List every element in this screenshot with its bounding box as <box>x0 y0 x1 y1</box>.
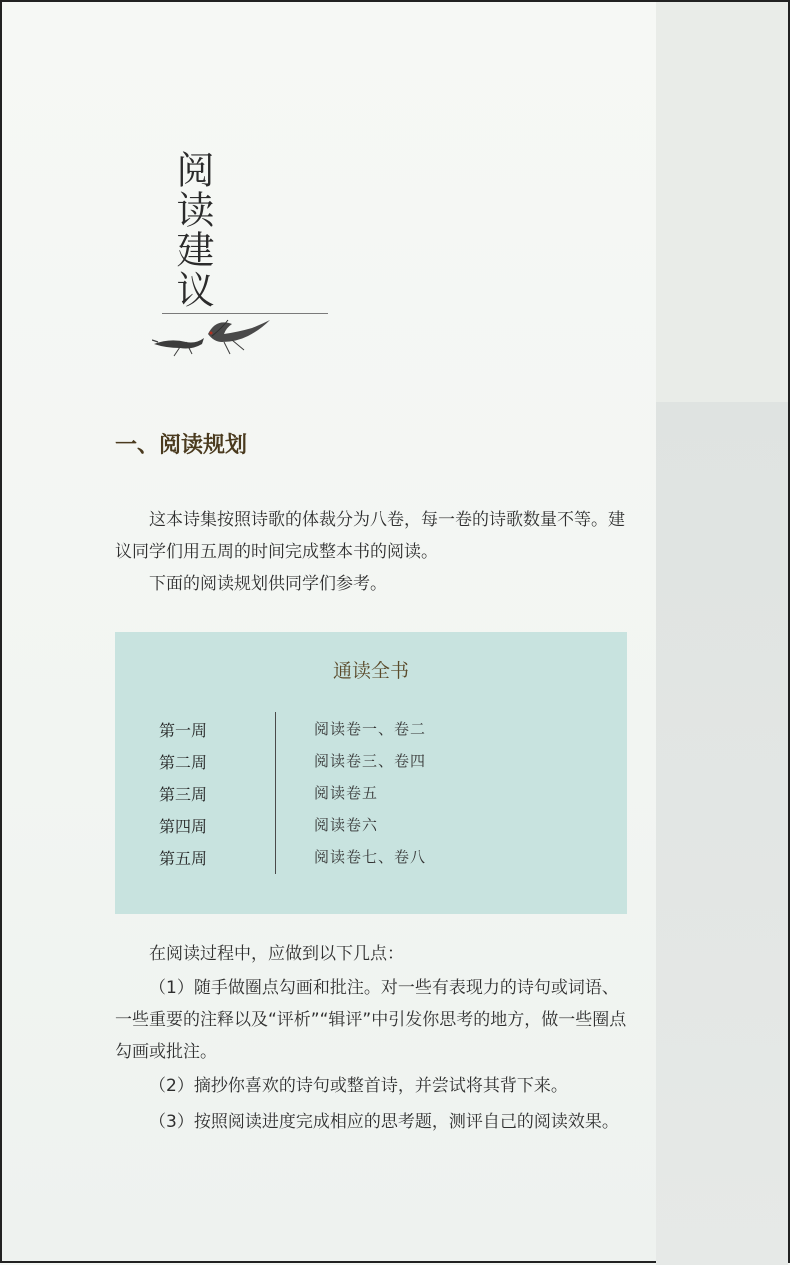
section-heading: 一、阅读规划 <box>115 433 248 458</box>
process-item-3-text: （3）按照阅读进度完成相应的思考题，测评自己的阅读效果。 <box>149 1112 619 1132</box>
intro-paragraph-2 <box>115 568 635 600</box>
process-item-2 <box>115 1070 635 1102</box>
reading-plan-box <box>115 632 627 914</box>
plan-week: 第一周 <box>159 721 208 740</box>
plan-week: 第二周 <box>159 753 208 772</box>
plan-task: 阅读卷七、卷八 <box>314 848 427 866</box>
plan-task: 阅读卷五 <box>314 784 379 802</box>
plan-task: 阅读卷三、卷四 <box>314 752 427 770</box>
plan-row <box>159 846 599 878</box>
plan-row <box>159 782 599 814</box>
process-item-3 <box>115 1106 635 1138</box>
plan-row <box>159 750 599 782</box>
process-lead-text: 在阅读过程中，应做到以下几点： <box>149 944 404 964</box>
plan-week: 第五周 <box>159 849 208 868</box>
plan-task: 阅读卷六 <box>314 816 379 834</box>
reading-plan-title: 通读全书 <box>332 660 409 682</box>
process-item-1 <box>115 972 635 1068</box>
page-title: 阅读建议 <box>170 150 214 310</box>
plan-week: 第四周 <box>159 817 208 836</box>
plan-week: 第三周 <box>159 785 208 804</box>
process-item-2-text: （2）摘抄你喜欢的诗句或整首诗，并尝试将其背下来。 <box>149 1076 568 1096</box>
plan-task: 阅读卷一、卷二 <box>314 720 427 738</box>
crane-illustration-icon <box>152 314 272 360</box>
plan-row <box>159 718 599 750</box>
plan-row <box>159 814 599 846</box>
page-edge-shadow-bottom <box>656 402 788 1265</box>
intro-paragraph-1 <box>115 504 635 568</box>
process-item-1-text: （1）随手做圈点勾画和批注。对一些有表现力的诗句或词语、一些重要的注释以及“评析”“辑评”中引发你思考的地方，做一些圈点勾画或批注。 <box>115 978 627 1062</box>
process-lead <box>115 938 635 970</box>
intro-paragraph-1-text: 这本诗集按照诗歌的体裁分为八卷，每一卷的诗歌数量不等。建议同学们用五周的时间完成整本书的阅读。 <box>115 510 625 562</box>
intro-paragraph-2-text: 下面的阅读规划供同学们参考。 <box>149 574 387 594</box>
page-edge-shadow-top <box>656 2 788 402</box>
